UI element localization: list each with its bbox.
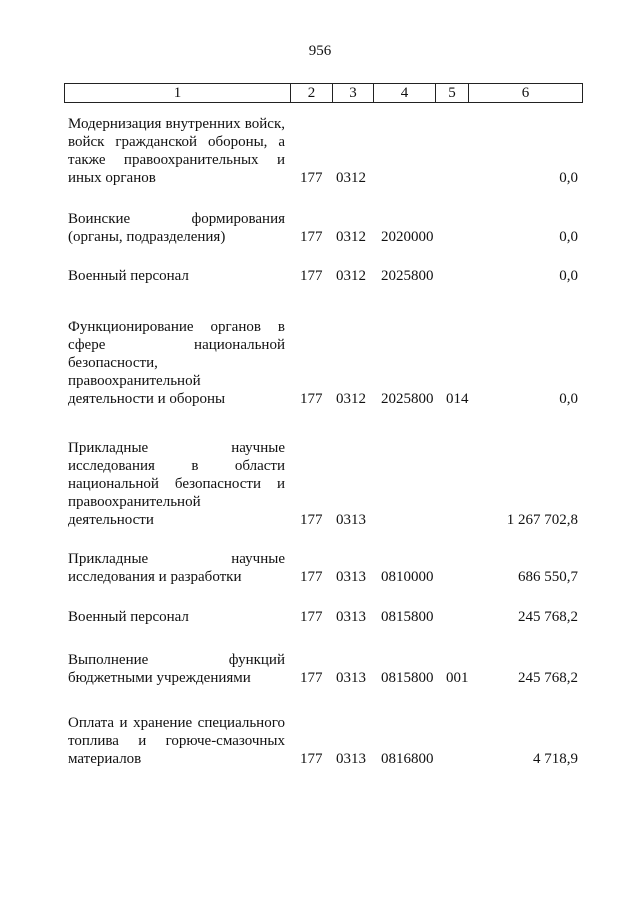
row-description: Военный персонал: [68, 609, 189, 625]
row-c3: 0313: [336, 751, 366, 767]
table-row: [68, 318, 580, 408]
page-number: 956: [308, 43, 332, 59]
header-col-5: 5: [436, 84, 469, 102]
header-col-3: 3: [333, 84, 374, 102]
row-c3: 0313: [336, 512, 366, 528]
row-c2: 177: [300, 170, 323, 186]
row-c3: 0312: [336, 268, 366, 284]
row-c6: 686 550,7: [518, 569, 578, 585]
row-c3: 0313: [336, 670, 366, 686]
row-description: Выполнение функций бюджетными учреждениями: [68, 652, 285, 686]
table-header: [64, 83, 583, 103]
row-c4: 2020000: [381, 229, 434, 245]
row-description: Модернизация внутренних войск, войск гражданской обороны, а также правоохранительных и иных органов: [68, 116, 285, 186]
row-c6: 245 768,2: [518, 670, 578, 686]
row-c2: 177: [300, 609, 323, 625]
row-c2: 177: [300, 391, 323, 407]
row-c3: 0313: [336, 569, 366, 585]
table-row: [68, 714, 580, 768]
header-col-4: 4: [374, 84, 436, 102]
row-c5: 001: [446, 670, 469, 686]
row-c6: 0,0: [559, 229, 578, 245]
row-c6: 1 267 702,8: [506, 512, 578, 528]
row-c6: 0,0: [559, 391, 578, 407]
row-c6: 245 768,2: [518, 609, 578, 625]
table-row: [68, 439, 580, 529]
row-c4: 0815800: [381, 609, 434, 625]
row-c4: 2025800: [381, 268, 434, 284]
table-row: [68, 550, 580, 586]
row-c3: 0312: [336, 391, 366, 407]
header-col-6: 6: [521, 85, 530, 101]
row-c2: 177: [300, 569, 323, 585]
row-c4: 0810000: [381, 569, 434, 585]
row-description: Военный персонал: [68, 268, 189, 284]
row-c3: 0312: [336, 229, 366, 245]
header-col-1: 1: [65, 84, 291, 102]
table-row: [68, 267, 580, 285]
header-col-2: 2: [291, 84, 333, 102]
row-description: Воинские формирования (органы, подразделения): [68, 211, 285, 245]
table-row: [68, 210, 580, 246]
row-description: Функционирование органов в сфере национальной безопасности, правоохранительной деятельности и обороны: [68, 319, 285, 407]
table-row: [68, 651, 580, 687]
row-c6: 0,0: [559, 268, 578, 284]
row-description: Оплата и хранение специального топлива и горюче-смазочных материалов: [68, 715, 285, 767]
row-c2: 177: [300, 670, 323, 686]
row-c2: 177: [300, 268, 323, 284]
row-c3: 0312: [336, 170, 366, 186]
row-c4: 0816800: [381, 751, 434, 767]
row-description: Прикладные научные исследования и разработки: [68, 551, 285, 585]
table-row: [68, 608, 580, 626]
row-c2: 177: [300, 751, 323, 767]
table-row: [68, 115, 580, 187]
row-c4: 2025800: [381, 391, 434, 407]
row-c2: 177: [300, 229, 323, 245]
row-description: Прикладные научные исследования в области национальной безопасности и правоохранительной деятельности: [68, 440, 285, 528]
row-c6: 4 718,9: [533, 751, 578, 767]
row-c5: 014: [446, 391, 469, 407]
row-c3: 0313: [336, 609, 366, 625]
row-c6: 0,0: [559, 170, 578, 186]
row-c4: 0815800: [381, 670, 434, 686]
row-c2: 177: [300, 512, 323, 528]
